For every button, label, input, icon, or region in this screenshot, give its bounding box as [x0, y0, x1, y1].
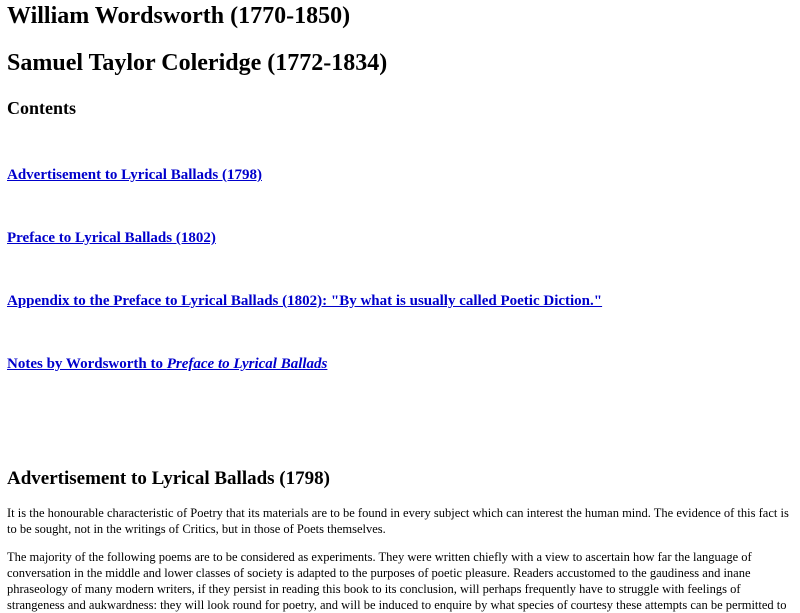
contents-heading: Contents [7, 98, 77, 118]
section-paragraph: It is the honourable characteristic of Poetry that its materials are to be found in every subject which can interest the human mind. The evidence of this fact is to be sought, not in the writings of Critics, but in those of Poets themselves. [7, 506, 789, 536]
toc-link-notes[interactable] [7, 355, 794, 373]
toc-link-notes-title: Preface to Lyrical Ballads [166, 356, 328, 372]
author-heading-wordsworth: William Wordsworth (1770-1850) [7, 3, 351, 29]
toc-link-appendix[interactable]: Appendix to the Preface to Lyrical Ballads (1802): "By what is usually called Poetic Diction." [7, 293, 603, 309]
author-heading-coleridge: Samuel Taylor Coleridge (1772-1834) [7, 50, 388, 76]
toc-link-advertisement[interactable]: Advertisement to Lyrical Ballads (1798) [7, 167, 262, 183]
toc-link-notes-prefix: Notes by Wordsworth to [7, 356, 167, 372]
toc-link-preface[interactable]: Preface to Lyrical Ballads (1802) [7, 230, 216, 246]
section-paragraph: The majority of the following poems are to be considered as experiments. They were written chiefly with a view to ascertain how far the language of conversation in the middle and lower classes of society is adapted to the purposes of poetic pleasure. Readers accustomed to the gaudiness and inane phraseology of many modern writers, if they persist in reading this book to its conclusion, will perhaps frequently have to struggle with feelings of strangeness and aukwardness: they will look round for poetry, and will be induced to enquire by what species of courtesy these attempts can be permitted to [7, 550, 787, 612]
section-heading-advertisement: Advertisement to Lyrical Ballads (1798) [7, 468, 330, 489]
